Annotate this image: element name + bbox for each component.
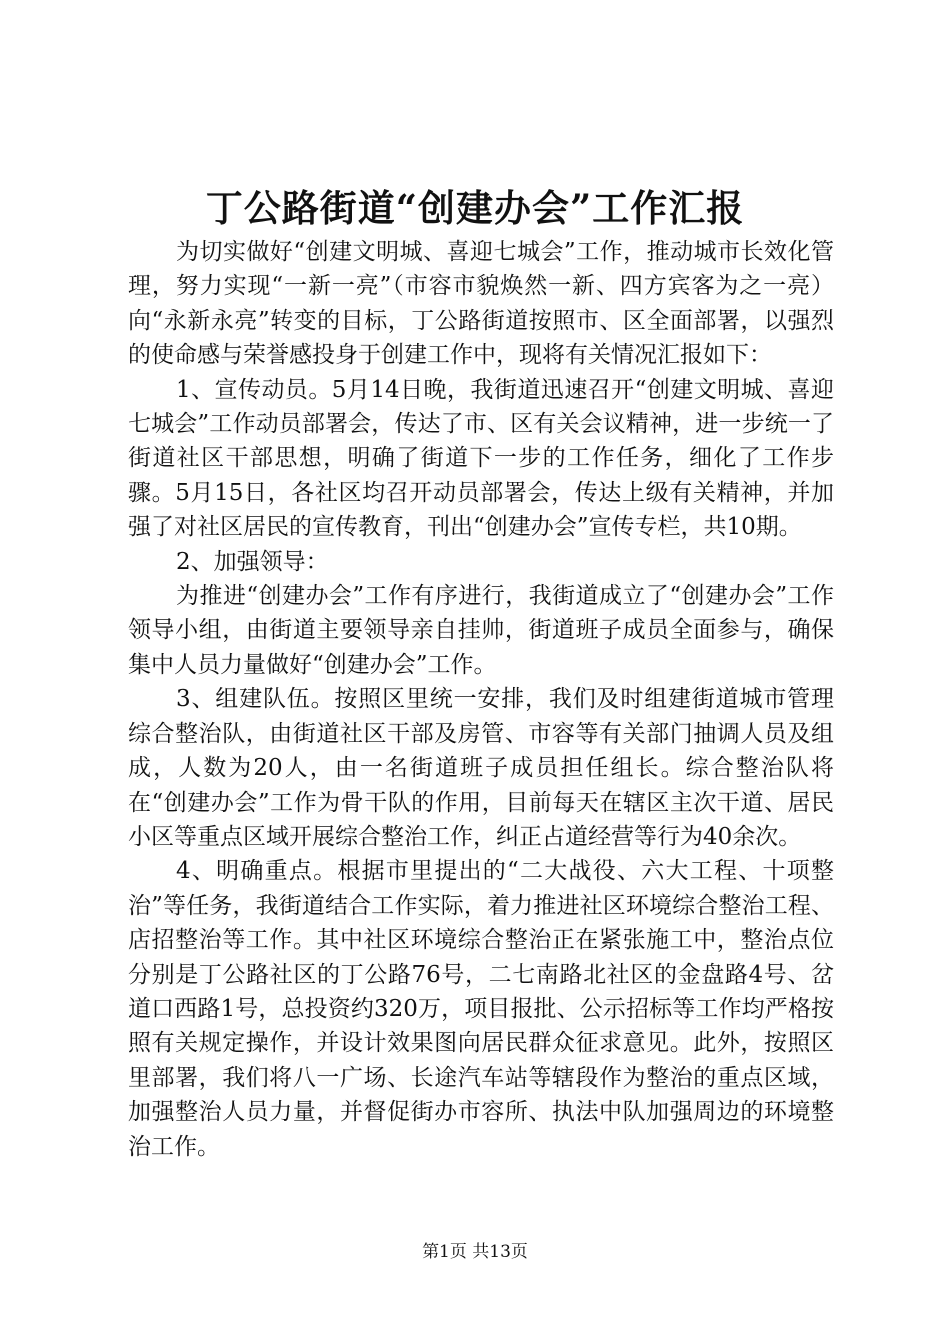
paragraph-leadership: 为推进“创建办会”工作有序进行，我街道成立了“创建办会”工作领导小组，由街道主要领导亲自挂帅，街道班子成员全面参与，确保集中人员力量做好“创建办会”工作。 xyxy=(128,583,834,678)
page-number-footer: 第1页 共13页 xyxy=(422,1242,528,1262)
paragraph-leadership-heading: 2、加强领导： xyxy=(176,548,329,575)
paragraph-team: 3、组建队伍。按照区里统一安排，我们及时组建街道城市管理综合整治队，由街道社区干部及房管、市容等有关部门抽调人员及组成，人数为20人，由一名街道班子成员担任组长。综合整治队将在“创建办会”工作为骨干队的作用，目前每天在辖区主次干道、居民小区等重点区域开展综合整治工作，纠正占道经营等行为40余次。 xyxy=(128,686,834,850)
paragraph-publicity: 1、宣传动员。5月14日晚，我街道迅速召开“创建文明城、喜迎七城会”工作动员部署会，传达了市、区有关会议精神，进一步统一了街道社区干部思想，明确了街道下一步的工作任务，细化了工作步骤。5月15日，各社区均召开动员部署会，传达上级有关精神，并加强了对社区居民的宣传教育，刊出“创建办会”宣传专栏，共10期。 xyxy=(128,376,834,541)
document-title: 丁公路街道“创建办会”工作汇报 xyxy=(205,186,745,230)
paragraph-intro: 为切实做好“创建文明城、喜迎七城会”工作，推动城市长效化管理，努力实现“一新一亮”（市容市貌焕然一新、四方宾客为之一亮）向“永新永亮”转变的目标，丁公路街道按照市、区全面部署，以强烈的使命感与荣誉感投身于创建工作中，现将有关情况汇报如下： xyxy=(128,239,834,369)
document-body xyxy=(128,235,834,1164)
paragraph-focus: 4、明确重点。根据市里提出的“二大战役、六大工程、十项整治”等任务，我街道结合工作实际，着力推进社区环境综合整治工程、店招整治等工作。其中社区环境综合整治正在紧张施工中，整治点位分别是丁公路社区的丁公路76号，二七南路北社区的金盘路4号、岔道口西路1号，总投资约320万，项目报批、公示招标等工作均严格按照有关规定操作，并设计效果图向居民群众征求意见。此外，按照区里部署，我们将八一广场、长途汽车站等辖段作为整治的重点区域，加强整治人员力量，并督促街办市容所、执法中队加强周边的环境整治工作。 xyxy=(128,858,834,1160)
